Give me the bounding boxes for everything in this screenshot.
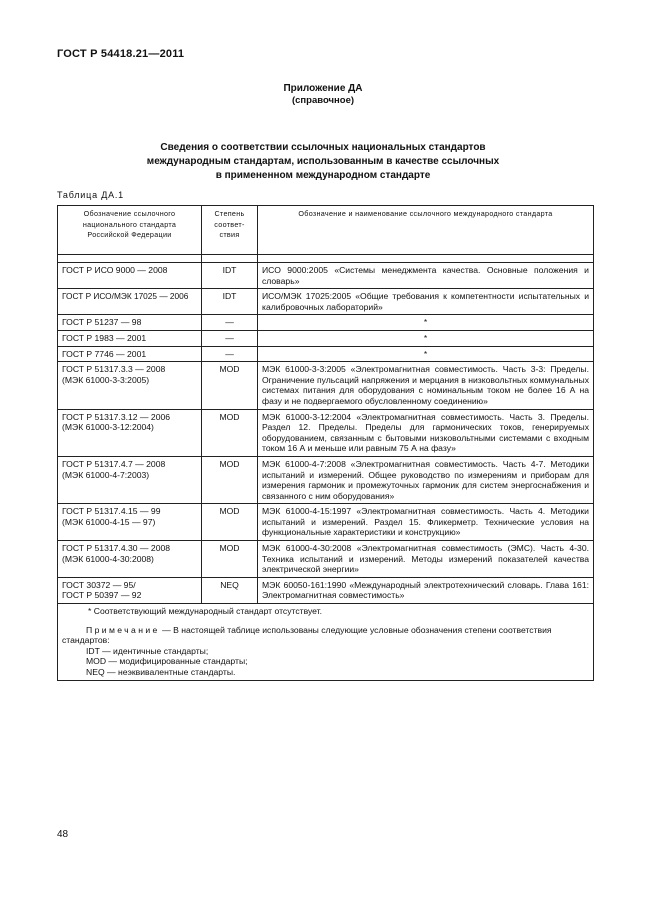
- appendix-subtitle: (справочное): [291, 95, 355, 106]
- note-paragraph: [62, 625, 589, 646]
- international-standard-cell: *: [258, 315, 594, 331]
- table-row: [58, 456, 594, 503]
- degree-cell: MOD: [202, 362, 258, 409]
- national-standard-line: (МЭК 61000-4-7:2003): [62, 469, 150, 480]
- notes-cell: [58, 604, 594, 681]
- table-row: [58, 315, 594, 331]
- degree-cell: MOD: [202, 541, 258, 578]
- national-standard-line: ГОСТ Р 51317.4.30 — 2008: [62, 543, 171, 554]
- degree-cell: MOD: [202, 456, 258, 503]
- table-row: [58, 409, 594, 456]
- national-standard-cell: ГОСТ Р 51237 — 98: [58, 315, 202, 331]
- international-standard-cell: ИСО/МЭК 17025:2005 «Общие требования к компетентности испытательных и калибровочных лабораторий»: [258, 289, 594, 315]
- international-standard-cell: МЭК 61000-4-15:1997 «Электромагнитная совместимость. Часть 4. Методики испытаний и измерений. Раздел 15. Фликерметр. Технические условия на функциональные характеристики и конструкцию»: [258, 504, 594, 541]
- document-header: ГОСТ Р 54418.21—2011: [57, 48, 185, 60]
- table-label: Таблица ДА.1: [57, 190, 124, 200]
- heading-line: международным стандартам, использованным в качестве ссылочных: [146, 156, 500, 167]
- table-row: [58, 362, 594, 409]
- national-standard-line: (МЭК 61000-4-15 — 97): [62, 516, 156, 527]
- table-row: [58, 541, 594, 578]
- abbreviation-item: IDT — идентичные стандарты;: [86, 645, 209, 656]
- appendix-title: Приложение ДА: [283, 83, 363, 94]
- note-text: — В настоящей таблице использованы следующие условные обозначения степени соответствия стандартов:: [62, 624, 552, 646]
- national-standard-cell: ГОСТ Р 1983 — 2001: [58, 330, 202, 346]
- footnote: * Соответствующий международный стандарт отсутствует.: [88, 606, 323, 617]
- international-standard-cell: *: [258, 330, 594, 346]
- note-lead: Примечание: [86, 624, 160, 635]
- national-standard-cell: ГОСТ Р 7746 — 2001: [58, 346, 202, 362]
- table-row: [58, 263, 594, 289]
- national-standard-cell: [58, 541, 202, 578]
- international-standard-cell: ИСО 9000:2005 «Системы менеджмента качества. Основные положения и словарь»: [258, 263, 594, 289]
- degree-cell: IDT: [202, 263, 258, 289]
- international-standard-cell: МЭК 61000-3-12:2004 «Электромагнитная совместимость. Часть 3. Пределы. Раздел 12. Пределы. Пределы для гармонических токов, генерируемых оборудованием, связанным с бытовыми низковольтными системами с входным током 16 А и меньше или равным 75 А на фазу»: [258, 409, 594, 456]
- correspondence-table: [57, 205, 594, 681]
- national-standard-cell: [58, 504, 202, 541]
- national-standard-line: ГОСТ Р 50397 — 92: [62, 590, 142, 601]
- degree-cell: —: [202, 330, 258, 346]
- header-national-standard: Обозначение ссылочного национального стандарта Российской Федерации: [58, 206, 202, 255]
- header-international-standard: Обозначение и наименование ссылочного международного стандарта: [258, 206, 594, 255]
- heading-line: Сведения о соответствии ссылочных национальных стандартов: [160, 142, 486, 153]
- table-row: [58, 330, 594, 346]
- international-standard-cell: МЭК 61000-4-30:2008 «Электромагнитная совместимость (ЭМС). Часть 4-30. Техника испытаний и измерений. Методы измерений показателей качества электрической энергии»: [258, 541, 594, 578]
- international-standard-cell: МЭК 61000-3-3:2005 «Электромагнитная совместимость. Часть 3-3: Пределы. Ограничение пульсаций напряжения и мерцания в низковольтных коммунальных системах питания для оборудования с номинальным током не более 16 А на фазу и не подвергаемого обусловленному соединению»: [258, 362, 594, 409]
- national-standard-cell: [58, 456, 202, 503]
- header-degree: Степень соответ-ствия: [202, 206, 258, 255]
- national-standard-cell: ГОСТ Р ИСО/МЭК 17025 — 2006: [58, 289, 202, 315]
- international-standard-cell: МЭК 61000-4-7:2008 «Электромагнитная совместимость. Часть 4-7. Методики испытаний и измерений. Общее руководство по измерениям и приборам для измерения гармоник и промежуточных гармоник для систем энергоснабжения и связанного с ним оборудования»: [258, 456, 594, 503]
- national-standard-cell: ГОСТ Р ИСО 9000 — 2008: [58, 263, 202, 289]
- degree-cell: —: [202, 346, 258, 362]
- table-row: [58, 289, 594, 315]
- table-row: [58, 577, 594, 603]
- degree-cell: IDT: [202, 289, 258, 315]
- notes-row: [58, 604, 594, 681]
- degree-cell: —: [202, 315, 258, 331]
- national-standard-line: ГОСТ Р 51317.4.7 — 2008: [62, 458, 166, 469]
- national-standard-line: (МЭК 61000-3-3:2005): [62, 374, 150, 385]
- degree-cell: MOD: [202, 504, 258, 541]
- table-row: [58, 346, 594, 362]
- header-spacer-row: [58, 255, 594, 263]
- international-standard-cell: *: [258, 346, 594, 362]
- heading-line: в примененном международном стандарте: [215, 170, 431, 181]
- national-standard-cell: [58, 577, 202, 603]
- national-standard-line: ГОСТ 30372 — 95/: [62, 579, 136, 590]
- national-standard-line: (МЭК 61000-3-12:2004): [62, 422, 154, 433]
- degree-cell: NEQ: [202, 577, 258, 603]
- section-heading: [0, 141, 646, 183]
- abbreviation-item: MOD — модифицированные стандарты;: [86, 656, 248, 667]
- national-standard-line: (МЭК 61000-4-30:2008): [62, 553, 154, 564]
- table-row: [58, 504, 594, 541]
- table-header-row: [58, 206, 594, 255]
- national-standard-cell: [58, 362, 202, 409]
- international-standard-cell: МЭК 60050-161:1990 «Международный электротехнический словарь. Глава 161: Электромагнитная совместимость»: [258, 577, 594, 603]
- national-standard-line: ГОСТ Р 51317.4.15 — 99: [62, 506, 161, 517]
- national-standard-cell: [58, 409, 202, 456]
- national-standard-line: ГОСТ Р 51317.3.12 — 2006: [62, 411, 171, 422]
- page-number: 48: [57, 829, 69, 840]
- degree-cell: MOD: [202, 409, 258, 456]
- abbreviation-item: NEQ — неэквивалентные стандарты.: [86, 667, 236, 677]
- national-standard-line: ГОСТ Р 51317.3.3 — 2008: [62, 364, 166, 375]
